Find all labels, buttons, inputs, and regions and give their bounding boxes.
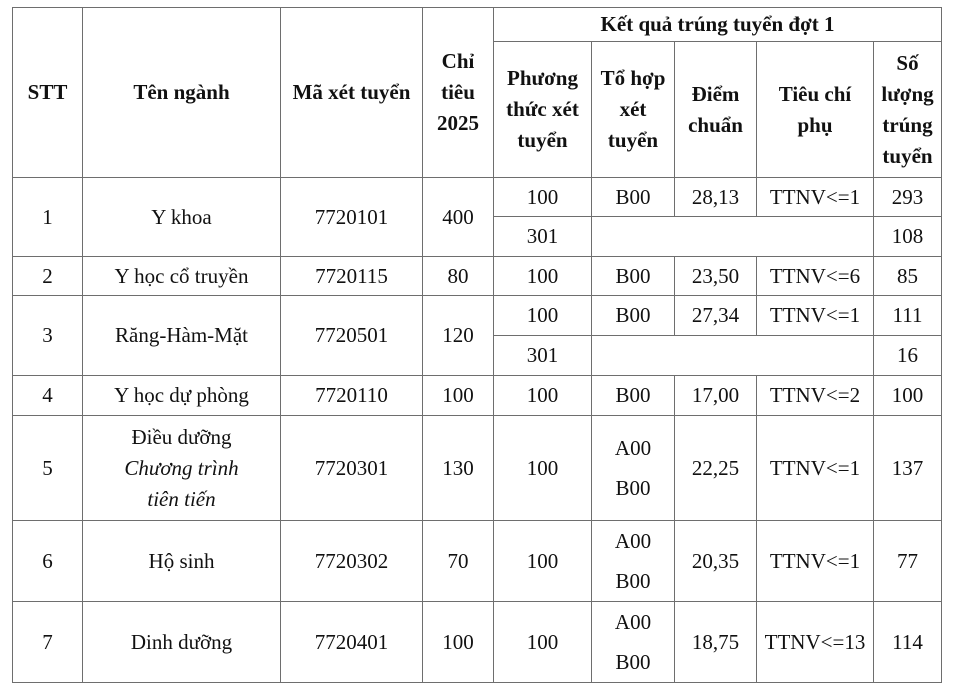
header-criteria-line: phụ: [797, 112, 833, 137]
cell-name: Hộ sinh: [83, 521, 281, 602]
admission-results-table: [12, 7, 942, 683]
cell-method: 100: [494, 416, 592, 521]
cell-stt: 5: [13, 416, 83, 521]
cell-method: 100: [494, 521, 592, 602]
cell-name: Y học dự phòng: [83, 376, 281, 416]
cell-code: 7720115: [281, 257, 423, 296]
cell-combo-item: A00: [614, 610, 652, 634]
cell-name-main: Điều dưỡng: [131, 424, 232, 449]
cell-method: 100: [494, 602, 592, 683]
header-criteria-line: Tiêu chí: [778, 81, 852, 106]
header-stt: STT: [13, 8, 83, 178]
cell-combo: [592, 416, 675, 521]
header-combo-line: Tổ hợp: [600, 66, 666, 90]
header-quota-line: tiêu: [441, 80, 475, 104]
cell-code: 7720301: [281, 416, 423, 521]
header-count-line: Số: [896, 50, 919, 75]
cell-score: 28,13: [675, 178, 757, 217]
cell-stt: 7: [13, 602, 83, 683]
cell-criteria: TTNV<=2: [757, 376, 874, 416]
cell-count: 77: [874, 521, 942, 602]
cell-score: 20,35: [675, 521, 757, 602]
cell-method: 301: [494, 217, 592, 257]
cell-combo: B00: [592, 257, 675, 296]
cell-count: 111: [874, 296, 942, 336]
cell-count: 108: [874, 217, 942, 257]
cell-score: 23,50: [675, 257, 757, 296]
cell-stt: 4: [13, 376, 83, 416]
cell-combo: [592, 521, 675, 602]
header-method-line: thức xét: [506, 97, 579, 121]
header-score-line: chuẩn: [688, 112, 743, 137]
header-result-group: Kết quả trúng tuyển đợt 1: [494, 8, 942, 42]
cell-combo-item: B00: [615, 476, 651, 500]
cell-combo: B00: [592, 296, 675, 336]
cell-name: Răng-Hàm-Mặt: [83, 296, 281, 376]
header-combo: [592, 42, 675, 178]
cell-count: 293: [874, 178, 942, 217]
header-name: Tên ngành: [83, 8, 281, 178]
header-score-line: Điểm: [691, 81, 740, 106]
header-method-line: tuyển: [517, 128, 568, 152]
cell-count: 137: [874, 416, 942, 521]
header-quota: [423, 8, 494, 178]
cell-criteria: TTNV<=1: [757, 521, 874, 602]
header-quota-line: Chỉ: [441, 49, 475, 73]
cell-stt: 1: [13, 178, 83, 257]
cell-name: Dinh dưỡng: [83, 602, 281, 683]
table-row: [13, 521, 942, 602]
cell-code: 7720110: [281, 376, 423, 416]
header-row: [13, 8, 942, 42]
table-row: [13, 296, 942, 336]
cell-method: 100: [494, 178, 592, 217]
cell-score: 18,75: [675, 602, 757, 683]
cell-combo: B00: [592, 376, 675, 416]
cell-empty: [592, 217, 874, 257]
cell-name-note: tiên tiến: [147, 486, 216, 511]
cell-combo-item: A00: [614, 436, 652, 460]
table-row: [13, 257, 942, 296]
header-count: [874, 42, 942, 178]
cell-method: 301: [494, 336, 592, 376]
cell-count: 85: [874, 257, 942, 296]
header-count-line: tuyển: [882, 143, 933, 168]
cell-stt: 2: [13, 257, 83, 296]
cell-criteria: TTNV<=1: [757, 416, 874, 521]
cell-code: 7720302: [281, 521, 423, 602]
header-combo-line: xét: [619, 97, 647, 121]
cell-quota: 100: [423, 376, 494, 416]
cell-stt: 3: [13, 296, 83, 376]
cell-combo-item: B00: [615, 650, 651, 674]
header-code: Mã xét tuyển: [281, 8, 423, 178]
cell-code: 7720401: [281, 602, 423, 683]
cell-method: 100: [494, 257, 592, 296]
cell-score: 22,25: [675, 416, 757, 521]
admission-results-document: [12, 7, 942, 683]
table-row: [13, 416, 942, 521]
cell-combo-item: B00: [615, 569, 651, 593]
table-row: [13, 602, 942, 683]
header-count-line: lượng: [881, 81, 934, 106]
cell-score: 17,00: [675, 376, 757, 416]
header-method: [494, 42, 592, 178]
cell-name: Y khoa: [83, 178, 281, 257]
cell-name: Y học cổ truyền: [83, 257, 281, 296]
cell-combo-item: A00: [614, 529, 652, 553]
header-score: [675, 42, 757, 178]
cell-method: 100: [494, 376, 592, 416]
cell-count: 114: [874, 602, 942, 683]
cell-empty: [592, 336, 874, 376]
cell-quota: 100: [423, 602, 494, 683]
cell-quota: 80: [423, 257, 494, 296]
table-row: [13, 178, 942, 217]
table-row: [13, 376, 942, 416]
cell-stt: 6: [13, 521, 83, 602]
cell-name: [83, 416, 281, 521]
cell-combo: B00: [592, 178, 675, 217]
cell-code: 7720501: [281, 296, 423, 376]
cell-criteria: TTNV<=1: [757, 178, 874, 217]
cell-quota: 70: [423, 521, 494, 602]
header-combo-line: tuyển: [607, 128, 659, 152]
cell-criteria: TTNV<=13: [757, 602, 874, 683]
cell-count: 100: [874, 376, 942, 416]
cell-combo: [592, 602, 675, 683]
cell-criteria: TTNV<=6: [757, 257, 874, 296]
cell-count: 16: [874, 336, 942, 376]
cell-quota: 130: [423, 416, 494, 521]
header-criteria: [757, 42, 874, 178]
cell-name-note: Chương trình: [124, 455, 239, 480]
header-count-line: trúng: [882, 112, 933, 137]
header-quota-line: 2025: [437, 111, 479, 135]
header-method-line: Phương: [507, 66, 578, 90]
cell-quota: 400: [423, 178, 494, 257]
cell-criteria: TTNV<=1: [757, 296, 874, 336]
cell-method: 100: [494, 296, 592, 336]
cell-quota: 120: [423, 296, 494, 376]
cell-score: 27,34: [675, 296, 757, 336]
cell-code: 7720101: [281, 178, 423, 257]
